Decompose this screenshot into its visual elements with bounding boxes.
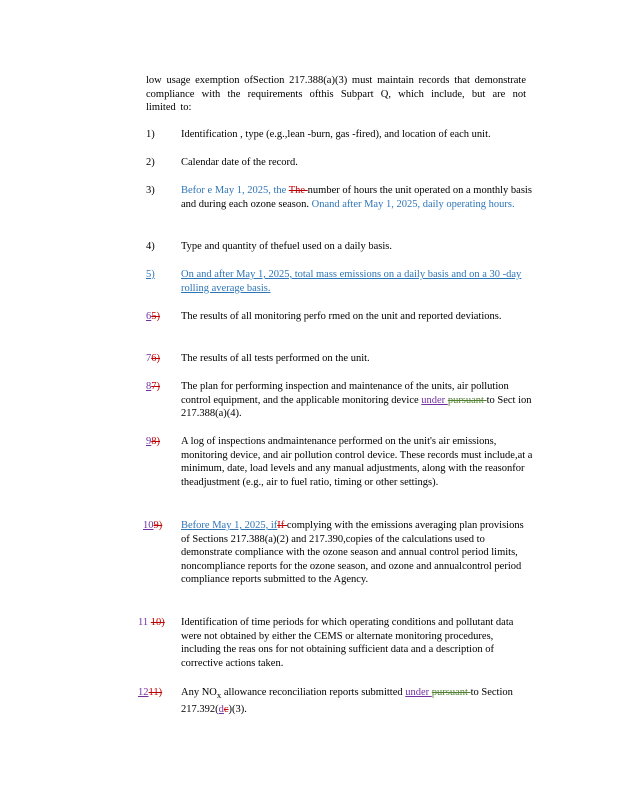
inserted-text: d (218, 703, 224, 715)
item-number: 3) (146, 185, 155, 196)
item-text: Before May 1, 2025, ifIf complying with the emissions averaging plan provisions of Sections 217.388(a)(2) and 217.390,copies of the calculations used to demonstrate compliance with the ozone season and annual control period limits, noncompliance reports for the ozone season, and ozone and annualcontrol period compliance reports submitted to the Agency. (181, 520, 524, 585)
deleted-text: pursuant (431, 687, 471, 698)
inserted-text: Onand after May 1, 2025, daily operating hours. (311, 198, 515, 210)
item-text: On and after May 1, 2025, total mass emissions on a daily basis and on a 30 -day rolling average basis. (181, 269, 522, 294)
inserted-text: under (405, 687, 432, 698)
deleted-text: c (223, 703, 229, 715)
item-number: 76) (146, 353, 160, 364)
deleted-text: The (288, 185, 308, 196)
inserted-text: under (421, 394, 448, 406)
item-text: Calendar date of the record. (181, 157, 298, 168)
item-text: A log of inspections andmaintenance performed on the unit's air emissions, monitoring device, and air pollution control device. These records must include,at a minimum, date, load levels and any manual adjustments, along with the reasonfor theadjustment (e.g., air to fuel ratio, timing or other settings). (181, 436, 533, 488)
item-number: 5) (146, 269, 155, 280)
intro-paragraph: low usage exemption ofSection 217.388(a)(3) must maintain records that demonstrate compliance with the requirements ofthis Subpart Q, which include, but are not limited to: (146, 75, 526, 113)
item-number: 87) (146, 381, 160, 392)
body-text: number of hours the unit operated on a monthly basis and during each ozone season. (181, 185, 532, 210)
deleted-text: pursuant (447, 394, 487, 406)
item-number: 109) (143, 520, 163, 531)
inserted-text: Before May 1, 2025, if (181, 520, 278, 531)
item-text: The results of all tests performed on the unit. (181, 353, 370, 364)
item-number: 1) (146, 129, 155, 140)
inserted-text: Befor e May 1, 2025, the (181, 185, 287, 196)
item-number: 98) (146, 436, 160, 447)
item-number: 4) (146, 241, 155, 252)
item-text: The plan for performing inspection and maintenance of the units, air pollution control equipment, and the applicable monitoring device under pursuant to Sect ion 217.388(a)(4). (181, 381, 532, 419)
item-number: 11 10) (138, 617, 165, 628)
item-number: 65) (146, 311, 160, 322)
item-text: Identification of time periods for which operating conditions and pollutant data were not obtained by either the CEMS or alternate monitoring procedures, including the reas ons for not obtaining sufficient data and a description of corrective actions taken. (181, 617, 514, 669)
item-text: Type and quantity of thefuel used on a daily basis. (181, 241, 392, 252)
item-number: 1211) (138, 687, 163, 698)
item-text: The results of all monitoring perfo rmed on the unit and reported deviations. (181, 311, 502, 322)
item-text: Identification , type (e.g.,lean -burn, gas -fired), and location of each unit. (181, 129, 491, 140)
item-text (181, 184, 533, 211)
deleted-text: If (277, 520, 287, 531)
item-number: 2) (146, 157, 155, 168)
item-text: Any $NO_x$ allowance reconciliation reports submitted under pursuant to Section 217.392(dc)(3). (181, 687, 513, 715)
